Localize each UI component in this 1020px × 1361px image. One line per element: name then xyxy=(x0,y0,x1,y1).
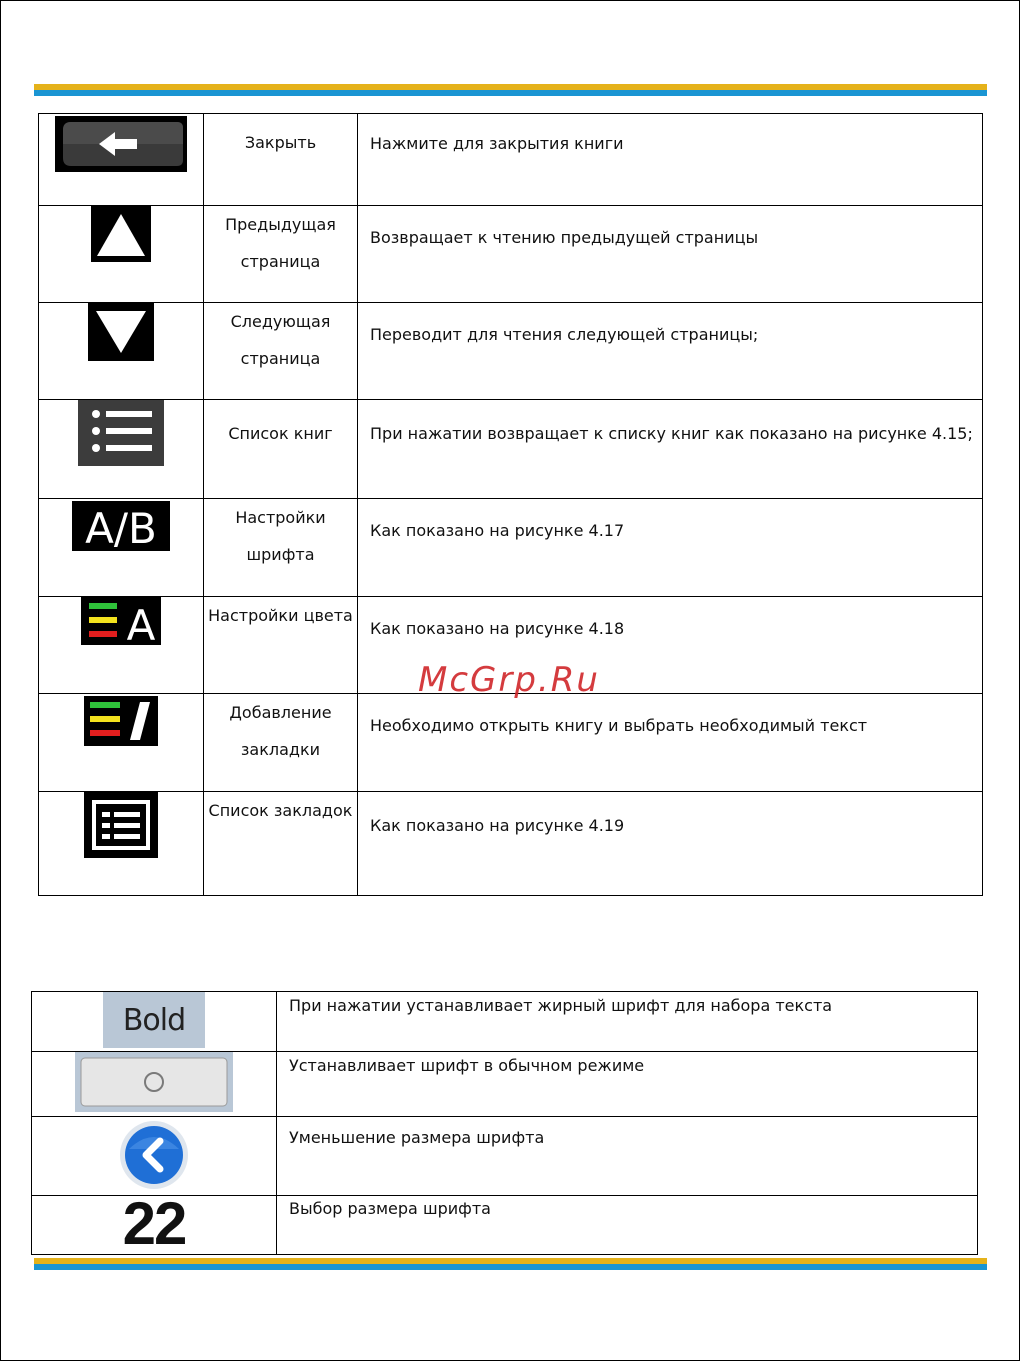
row-description: Выбор размера шрифта xyxy=(289,1199,491,1218)
svg-text:A: A xyxy=(126,601,156,645)
font-options-table xyxy=(31,991,978,1255)
back-arrow-icon xyxy=(55,116,187,172)
table-row xyxy=(39,499,983,597)
table-row xyxy=(39,694,983,792)
table-row xyxy=(32,1117,978,1196)
row-name: Добавление закладки xyxy=(229,703,332,759)
row-description: При нажатии возвращает к списку книг как показано на рисунке 4.15; xyxy=(370,424,973,443)
row-name: Список книг xyxy=(228,424,333,443)
footer-stripe xyxy=(34,1258,987,1270)
color-settings-icon xyxy=(81,597,161,645)
list-icon xyxy=(78,400,164,466)
normal-font-button-icon xyxy=(75,1052,233,1112)
row-description: Устанавливает шрифт в обычном режиме xyxy=(289,1056,645,1075)
triangle-down-icon xyxy=(88,303,154,361)
table-row xyxy=(39,400,983,499)
svg-text:A/B: A/B xyxy=(85,504,157,551)
controls-table xyxy=(38,113,983,896)
bold-button-icon: Bold xyxy=(103,992,205,1048)
bookmark-list-icon xyxy=(84,792,158,858)
row-name: Следующая страница xyxy=(230,312,331,368)
header-stripe xyxy=(34,84,987,96)
triangle-up-icon xyxy=(91,206,151,262)
decrease-size-icon xyxy=(116,1119,192,1191)
row-name: Настройки цвета xyxy=(208,606,353,625)
row-description: Возвращает к чтению предыдущей страницы xyxy=(370,228,759,247)
table-row xyxy=(39,114,983,206)
row-name: Настройки шрифта xyxy=(235,508,326,564)
row-description: Переводит для чтения следующей страницы; xyxy=(370,325,759,344)
table-row xyxy=(32,992,978,1052)
row-name: Закрыть xyxy=(244,133,317,152)
font-ab-icon xyxy=(72,501,170,551)
table-row xyxy=(39,792,983,896)
row-description: Как показано на рисунке 4.19 xyxy=(370,816,625,835)
row-description: Уменьшение размера шрифта xyxy=(289,1128,545,1147)
row-name: Предыдущая страница xyxy=(225,215,336,271)
row-name: Список закладок xyxy=(208,801,353,820)
row-description: Необходимо открыть книгу и выбрать необходимый текст xyxy=(370,716,868,735)
row-description: Как показано на рисунке 4.18 xyxy=(370,619,625,638)
table-row xyxy=(39,303,983,400)
row-description: Как показано на рисунке 4.17 xyxy=(370,521,625,540)
row-description: При нажатии устанавливает жирный шрифт для набора текста xyxy=(289,996,833,1015)
table-row xyxy=(32,1052,978,1117)
row-description: Нажмите для закрытия книги xyxy=(370,134,624,153)
watermark: McGrp.Ru xyxy=(418,660,600,700)
add-bookmark-icon xyxy=(84,696,158,746)
table-row xyxy=(39,206,983,303)
font-size-number-icon: 22 xyxy=(122,1190,186,1257)
table-row xyxy=(32,1196,978,1255)
